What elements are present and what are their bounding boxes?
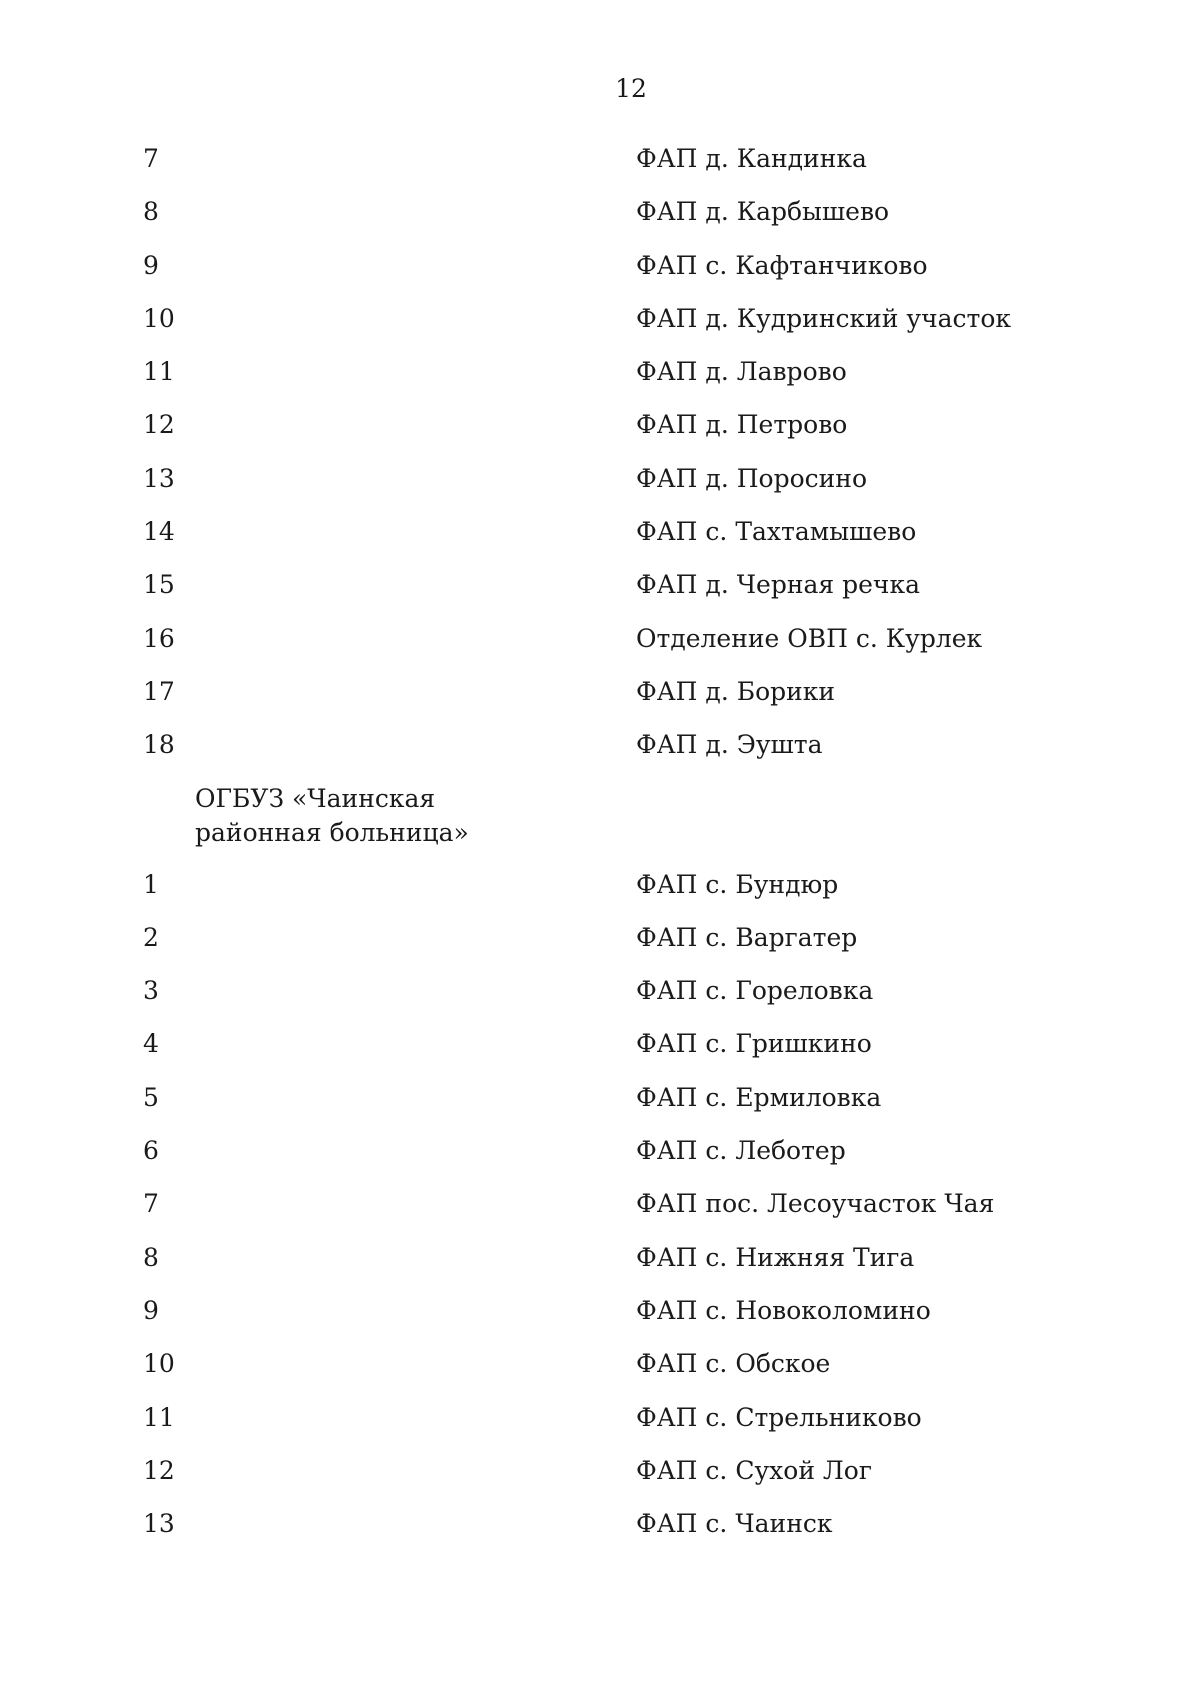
list-item [143,142,1123,195]
item-number: 10 [143,303,175,333]
list-item [143,249,1123,302]
item-number: 14 [143,517,175,547]
list-item [143,515,1123,568]
item-number: 10 [143,1349,175,1379]
facility-name: ФАП д. Лаврово [636,357,847,387]
list-item [143,1241,1123,1294]
list-item [143,462,1123,515]
facility-name: Отделение ОВП с. Курлек [636,623,983,653]
list-item [143,1187,1123,1240]
list-item [143,302,1123,355]
list-item [143,1401,1123,1454]
item-number: 13 [143,1509,175,1539]
item-number: 8 [143,197,159,227]
facility-name: ФАП д. Карбышево [636,197,890,227]
item-number: 11 [143,357,175,387]
facility-name: ФАП с. Гореловка [636,976,874,1006]
item-number: 18 [143,730,175,760]
facility-name: ФАП с. Ермиловка [636,1082,882,1112]
list-item [143,1134,1123,1187]
facility-name: ФАП пос. Лесоучасток Чая [636,1189,995,1219]
list-item [143,728,1123,781]
item-number: 8 [143,1242,159,1272]
item-number: 13 [143,463,175,493]
item-number: 6 [143,1136,159,1166]
list-item [143,408,1123,461]
facility-name: ФАП с. Новоколомино [636,1295,931,1325]
page-number: 12 [615,74,647,103]
facility-name: ФАП с. Гришкино [636,1029,872,1059]
item-number: 7 [143,1189,159,1219]
facility-name: ФАП с. Бундюр [636,869,839,899]
list-item [143,1294,1123,1347]
facility-name: ФАП с. Сухой Лог [636,1455,872,1485]
item-number: 12 [143,1455,175,1485]
facility-name: ФАП д. Поросино [636,463,868,493]
facility-name: ФАП с. Стрельниково [636,1402,922,1432]
facility-name: ФАП с. Обское [636,1349,831,1379]
list-item [143,1027,1123,1080]
facility-name: ФАП с. Леботер [636,1136,846,1166]
facility-name: ФАП с. Чаинск [636,1509,833,1539]
list-item [143,868,1123,921]
item-number: 9 [143,250,159,280]
facility-list [143,142,1123,1560]
item-number: 12 [143,410,175,440]
list-item [143,1507,1123,1560]
list-item [143,1081,1123,1134]
facility-name: ФАП с. Кафтанчиково [636,250,928,280]
item-number: 16 [143,623,175,653]
facility-name: ФАП д. Черная речка [636,570,920,600]
facility-name: ФАП с. Нижняя Тига [636,1242,915,1272]
list-item [143,622,1123,675]
item-number: 2 [143,922,159,952]
item-number: 1 [143,869,159,899]
list-item [143,1347,1123,1400]
item-number: 4 [143,1029,159,1059]
facility-name: ФАП д. Петрово [636,410,848,440]
facility-name: ФАП с. Тахтамышево [636,517,917,547]
item-number: 17 [143,676,175,706]
list-item [143,1454,1123,1507]
item-number: 5 [143,1082,159,1112]
list-item [143,355,1123,408]
item-number: 3 [143,976,159,1006]
facility-name: ФАП д. Эушта [636,730,823,760]
list-item [143,568,1123,621]
list-item [143,195,1123,248]
item-number: 11 [143,1402,175,1432]
item-number: 9 [143,1295,159,1325]
facility-name: ФАП с. Варгатер [636,922,858,952]
facility-name: ФАП д. Борики [636,676,836,706]
list-item [143,921,1123,974]
facility-name: ФАП д. Кудринский участок [636,303,1012,333]
section-heading: ОГБУЗ «Чаинская районная больница» [195,783,469,847]
item-number: 7 [143,144,159,173]
facility-name: ФАП д. Кандинка [636,144,867,173]
item-number: 15 [143,570,175,600]
list-item [143,675,1123,728]
list-item [143,974,1123,1027]
